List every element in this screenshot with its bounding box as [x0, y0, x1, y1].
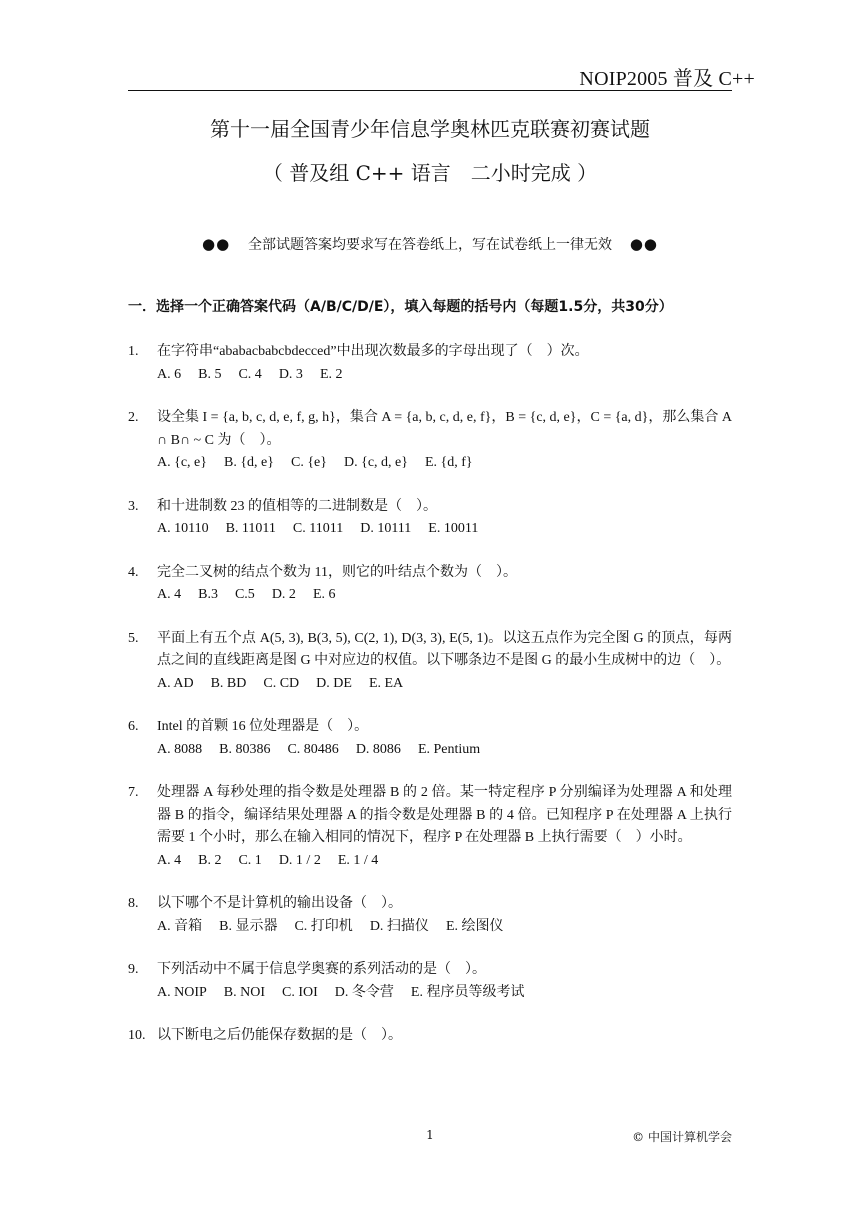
question-item: [128, 893, 732, 938]
question-number: 5.: [128, 630, 139, 646]
answer-option: A. NOIP: [157, 984, 207, 1000]
answer-option: B. 2: [198, 852, 222, 868]
answer-option: B. 显示器: [219, 918, 278, 934]
section-heading: 一．选择一个正确答案代码（A/B/C/D/E），填入每题的括号内（每题1.5分，共30分）: [128, 299, 673, 315]
answer-option: A. AD: [157, 675, 194, 691]
option-row: [157, 364, 732, 387]
answer-option: A. 10110: [157, 521, 209, 536]
answer-option: D. 8086: [355, 741, 401, 757]
header-rule: [128, 90, 732, 91]
question-number: 10.: [128, 1028, 146, 1043]
answer-option: A. 4: [157, 852, 182, 868]
question-item: [128, 782, 732, 872]
notice-text: 全部试题答案均要求写在答卷纸上，写在试卷纸上一律无效: [248, 237, 612, 253]
question-number: 4.: [128, 564, 139, 580]
answer-option: E. Pentium: [417, 741, 481, 757]
question-text: 设全集 I = {a, b, c, d, e, f, g, h}，集合 A = {a, b, c, d, e, f}，B = {c, d, e}，C = {a, d}，那么集合 A ∩ B∩ ~ C 为（ ）。: [157, 410, 732, 448]
bullet-dots-icon: ●●: [202, 235, 231, 253]
answer-option: C. 1: [238, 852, 262, 868]
answer-option: E. EA: [368, 675, 404, 691]
question-text: 下列活动中不属于信息学奥赛的系列活动的是（ ）。: [157, 962, 486, 977]
question-item: [128, 496, 732, 541]
answer-option: E. 6: [312, 587, 336, 602]
answer-option: D. 3: [278, 366, 303, 382]
answer-option: B. 80386: [219, 741, 271, 757]
exam-title: 第十一届全国青少年信息学奥林匹克联赛初赛试题: [210, 117, 650, 141]
question-item: [128, 562, 732, 607]
question-number: 3.: [128, 498, 139, 514]
page-number: 1: [426, 1128, 434, 1142]
question-item: [128, 959, 732, 1004]
bullet-dots-icon: ●●: [629, 235, 658, 253]
question-number: 6.: [128, 719, 139, 734]
notice-line: [0, 234, 860, 254]
option-row: [157, 518, 732, 541]
answer-option: C.5: [234, 587, 255, 602]
answer-option: C. 80486: [287, 741, 339, 757]
answer-option: B. NOI: [223, 984, 266, 1000]
exam-subtitle: （ 普及组 C++ 语言 二小时完成 ）: [262, 161, 598, 185]
option-row: [157, 916, 732, 939]
answer-option: E. 绘图仪: [445, 918, 504, 934]
answer-option: D. 1 / 2: [278, 852, 321, 868]
question-text: 以下断电之后仍能保存数据的是（ ）。: [157, 1028, 402, 1043]
question-number: 8.: [128, 896, 139, 911]
question-text: 处理器 A 每秒处理的指令数是处理器 B 的 2 倍。某一特定程序 P 分别编译为处理器 A 和处理器 B 的指令，编译结果处理器 A 的指令数是处理器 B 的 4 倍。已知程序 P 在处理器 A 上执行需要 1 个小时，那么在输入相同的情况下，程序 P 在处理器 B 上执行需要（ ）小时。: [157, 785, 732, 845]
copyright-notice: © 中国计算机学会: [632, 1130, 732, 1144]
answer-option: B. {d, e}: [223, 455, 274, 470]
option-row: [157, 739, 732, 762]
question-number: 2.: [128, 410, 139, 425]
question-item: [128, 1025, 732, 1048]
answer-option: B. 11011: [225, 521, 276, 536]
answer-option: A. 4: [157, 587, 182, 602]
question-text: Intel 的首颗 16 位处理器是（ ）。: [157, 719, 369, 734]
option-row: [157, 452, 732, 475]
answer-option: D. {c, d, e}: [343, 455, 408, 470]
answer-option: D. 10111: [360, 521, 412, 536]
answer-option: C. CD: [263, 675, 300, 691]
answer-option: D. DE: [316, 675, 352, 691]
question-text: 以下哪个不是计算机的输出设备（ ）。: [157, 896, 402, 911]
answer-option: C. IOI: [282, 984, 318, 1000]
option-row: [157, 982, 732, 1005]
answer-option: B. BD: [210, 675, 247, 691]
answer-option: C. 4: [238, 366, 262, 382]
answer-option: D. 扫描仪: [369, 918, 429, 934]
question-item: [128, 341, 732, 386]
question-text: 完全二叉树的结点个数为 11，则它的叶结点个数为（ ）。: [157, 564, 517, 580]
option-row: [157, 850, 732, 873]
answer-option: C. 11011: [292, 521, 344, 536]
answer-option: E. 1 / 4: [337, 852, 379, 868]
answer-option: E. 2: [319, 366, 343, 382]
answer-option: A. {c, e}: [157, 455, 207, 470]
option-row: [157, 673, 732, 696]
question-text: 和十进制数 23 的值相等的二进制数是（ ）。: [157, 498, 437, 514]
running-header-title: NOIP2005 普及 C++: [579, 68, 755, 90]
answer-option: D. 冬令营: [334, 984, 394, 1000]
question-number: 9.: [128, 962, 139, 977]
answer-option: C. {e}: [290, 455, 327, 470]
question-item: [128, 628, 732, 696]
option-row: [157, 584, 732, 607]
question-text: 平面上有五个点 A(5, 3), B(3, 5), C(2, 1), D(3, 3), E(5, 1)。以这五点作为完全图 G 的顶点，每两点之间的直线距离是图 G 中对应边的权值。以下哪条边不是图 G 的最小生成树中的边（ ）。: [157, 630, 732, 668]
question-item: [128, 407, 732, 475]
answer-option: C. 打印机: [294, 918, 353, 934]
answer-option: A. 音箱: [157, 918, 203, 934]
answer-option: B. 5: [198, 366, 222, 382]
question-item: [128, 716, 732, 761]
answer-option: D. 2: [271, 587, 296, 602]
answer-option: E. 程序员等级考试: [410, 984, 525, 1000]
answer-option: B.3: [198, 587, 218, 602]
question-number: 1.: [128, 344, 139, 359]
answer-option: A. 6: [157, 366, 182, 382]
question-number: 7.: [128, 785, 139, 800]
question-text: 在字符串“ababacbabcbdecced”中出现次数最多的字母出现了（ ）次。: [157, 344, 589, 359]
question-list: [128, 341, 732, 1069]
answer-option: E. {d, f}: [424, 455, 473, 470]
answer-option: E. 10011: [428, 521, 479, 536]
answer-option: A. 8088: [157, 741, 203, 757]
